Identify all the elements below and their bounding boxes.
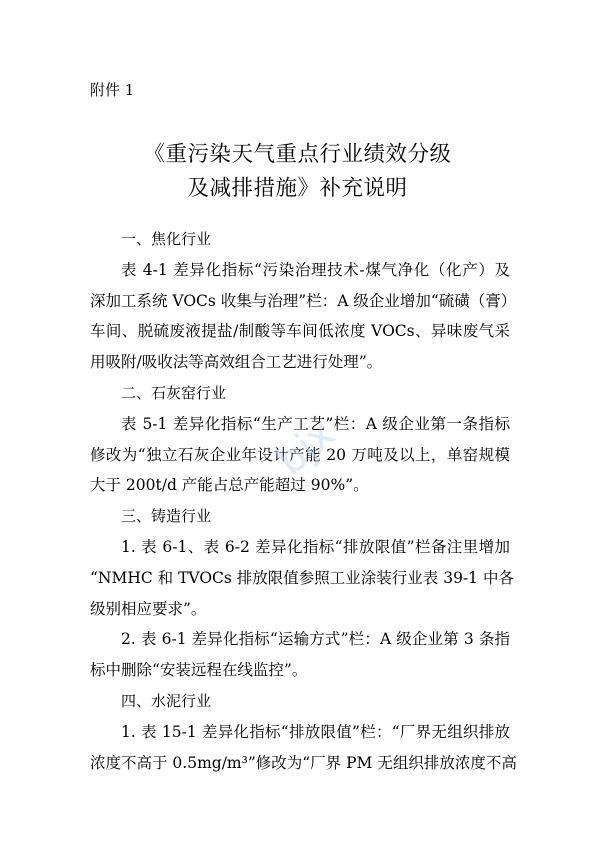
paragraph-line: 修改为“独立石灰企业年设计产能 20 万吨及以上，单窑规模 xyxy=(90,445,510,464)
document-title-line-1: 《重污染天气重点行业绩效分级 xyxy=(143,142,452,167)
paragraph-line: 车间、脱硫废液提盐/制酸等车间低浓度 VOCs、异味废气采 xyxy=(90,322,510,341)
paragraph-line: 级别相应要求”。 xyxy=(90,599,207,618)
paragraph-line: 浓度不高于 0.5mg/m³”修改为“厂界 PM 无组织排放浓度不高 xyxy=(90,753,517,772)
paragraph-line: 1. 表 15-1 差异化指标“排放限值”栏：“厂界无组织排放 xyxy=(121,722,510,741)
paragraph-line: 标中删除“安装远程在线监控”。 xyxy=(90,661,308,680)
watermark-text: bjx xyxy=(268,410,344,485)
paragraph-line: 表 4-1 差异化指标“污染治理技术-煤气净化（化产）及 xyxy=(121,260,510,279)
section-heading: 四、水泥行业 xyxy=(121,692,212,710)
section-heading: 三、铸造行业 xyxy=(121,507,212,526)
paragraph-line: 用吸附/吸收法等高效组合工艺进行处理”。 xyxy=(90,353,383,372)
paragraph-line: 1. 表 6-1、表 6-2 差异化指标“排放限值”栏备注里增加 xyxy=(121,538,510,556)
attachment-label: 附件 1 xyxy=(90,81,135,99)
paragraph-line: 深加工系统 VOCs 收集与治理”栏：A 级企业增加“硫磺（膏） xyxy=(90,291,517,310)
paragraph-line: 表 5-1 差异化指标“生产工艺”栏：A 级企业第一条指标 xyxy=(121,414,510,433)
paragraph-line: 2. 表 6-1 差异化指标“运输方式”栏：A 级企业第 3 条指 xyxy=(121,630,510,649)
paragraph-line: 大于 200t/d 产能占总产能超过 90%”。 xyxy=(90,476,369,495)
paragraph-line: “NMHC 和 TVOCs 排放限值参照工业涂装行业表 39-1 中各 xyxy=(90,568,514,587)
section-heading: 二、石灰窑行业 xyxy=(121,384,227,402)
document-title-line-2: 及减排措施》补充说明 xyxy=(187,176,408,201)
section-heading: 一、焦化行业 xyxy=(121,230,212,248)
